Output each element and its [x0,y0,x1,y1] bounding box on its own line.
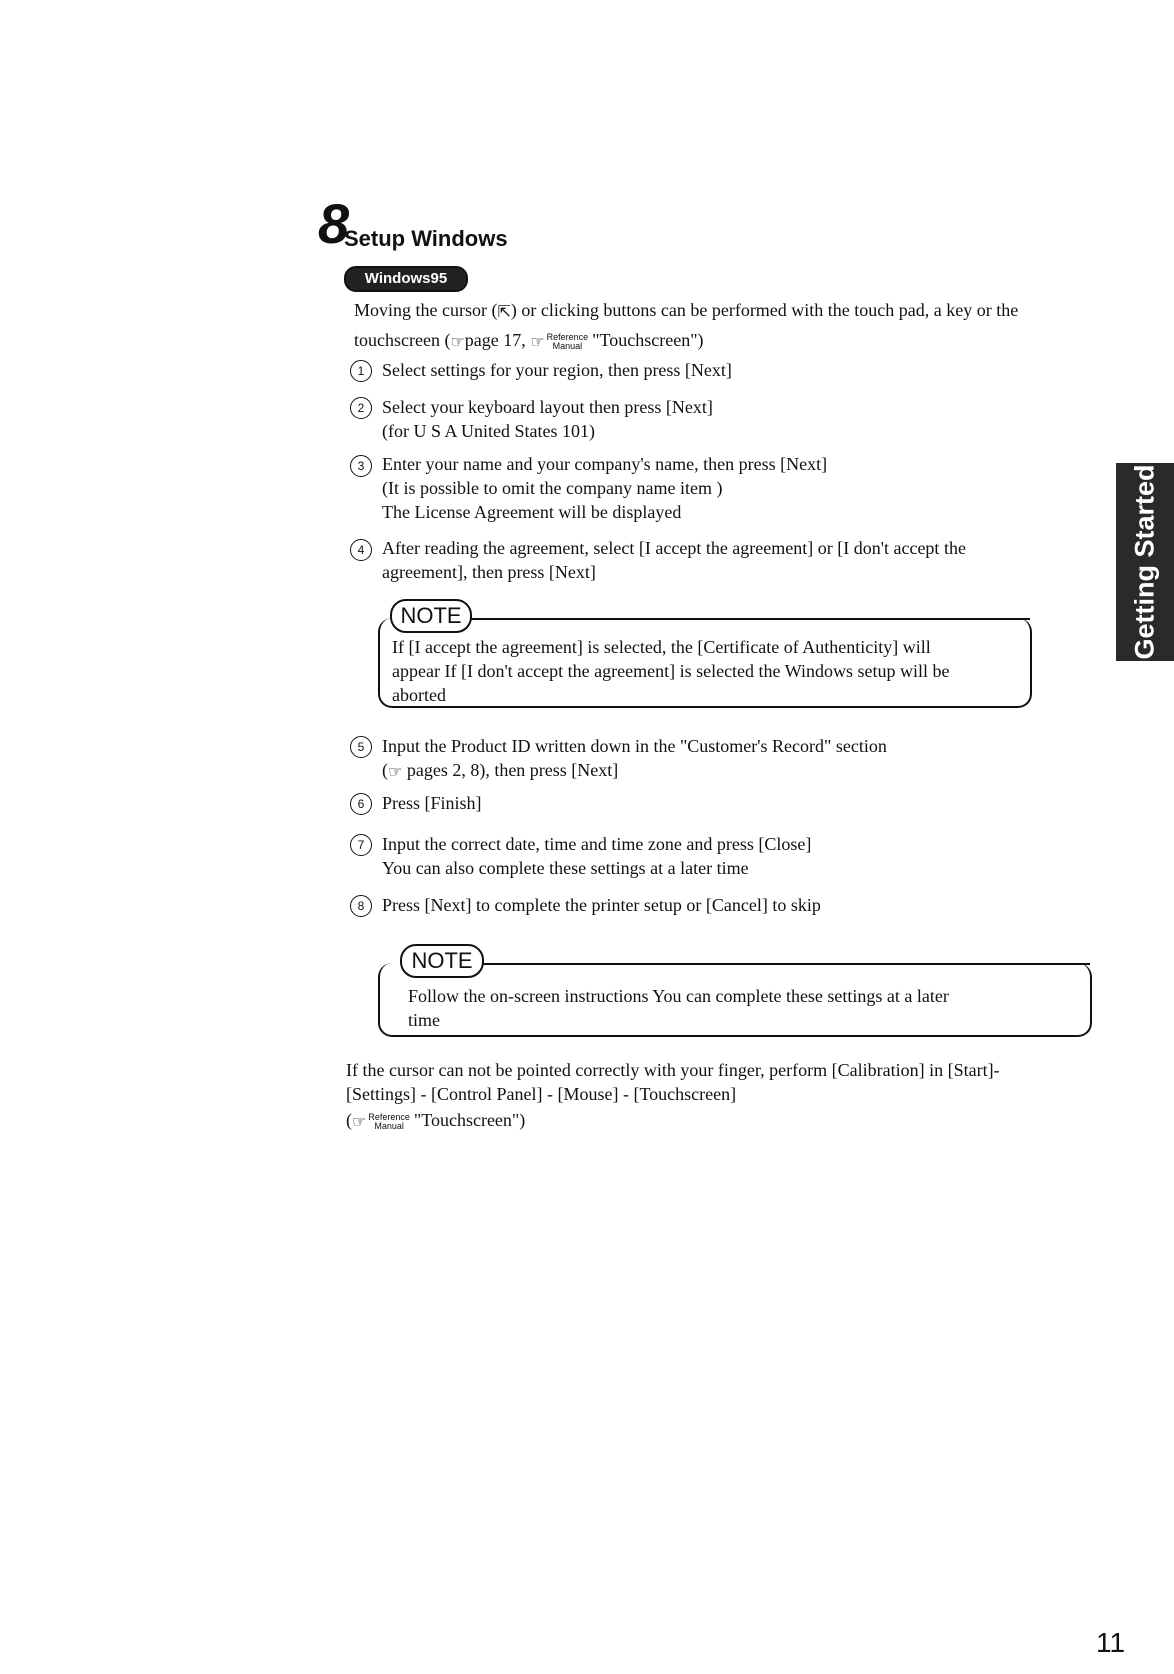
pointing-hand-icon: ☞ [352,1111,367,1131]
step-8-number: 8 [350,895,372,917]
step-4-number: 4 [350,539,372,561]
step-3-number: 3 [350,455,372,477]
step-3-line-2: (It is possible to omit the company name item ) [382,478,723,498]
step-1-number: 1 [350,360,372,382]
intro-text-b: ) or clicking buttons can be performed with the touch pad, a key or the [510,300,1019,320]
pointer-cursor-icon: ⇱ [497,301,511,321]
step-2-line-2: (for U S A United States 101) [382,421,595,441]
reference-manual-mark: Reference Manual [546,331,589,351]
step-3-line-1: Enter your name and your company's name, then press [Next] [382,454,828,474]
step-5-line-1: Input the Product ID written down in the "Customer's Record" section [382,736,887,756]
footer-line-2: [Settings] - [Control Panel] - [Mouse] - [Touchscreen] [346,1084,737,1104]
intro-text-d: "Touchscreen") [592,330,704,350]
section-title: Setup Windows [344,226,508,251]
note-1-line-2: appear If [I don't accept the agreement] is selected the Windows setup will be [392,661,950,681]
step-2-line-1: Select your keyboard layout then press [Next] [382,397,713,417]
step-number: 8 [318,192,348,255]
note-1-line-1: If [I accept the agreement] is selected, the [Certificate of Authenticity] will [392,637,931,657]
reference-manual-mark: Reference Manual [368,1111,410,1131]
note-2-badge: NOTE [400,944,484,978]
intro-line-2 [354,328,704,354]
step-8-line-1: Press [Next] to complete the printer setup or [Cancel] to skip [382,895,821,915]
step-5-paren: ( [382,760,388,780]
footer-line-1: If the cursor can not be pointed correctly with your finger, perform [Calibration] in [Start]- [346,1060,1000,1080]
chapter-side-tab [1116,463,1174,661]
footer-line-3 [346,1108,525,1134]
page-number: 11 [1096,1627,1126,1658]
intro-page-ref: page 17, [464,330,526,350]
step-1-line-1: Select settings for your region, then press [Next] [382,360,732,380]
pointing-hand-icon: ☞ [530,331,545,351]
step-7-number: 7 [350,834,372,856]
note-2-line-2: time [408,1010,440,1030]
step-3-line-3: The License Agreement will be displayed [382,502,682,522]
step-6-number: 6 [350,793,372,815]
step-5-number: 5 [350,736,372,758]
step-7-line-2: You can also complete these settings at a later time [382,858,749,878]
step-5-text: pages 2, 8), then press [Next] [406,760,619,780]
intro-line-1 [354,298,1018,324]
step-5-line-2 [382,758,618,784]
intro-text-c: touchscreen ( [354,330,451,350]
step-7-line-1: Input the correct date, time and time zone and press [Close] [382,834,812,854]
step-6-line-1: Press [Finish] [382,793,482,813]
intro-text-a: Moving the cursor ( [354,300,498,320]
chapter-side-tab-label: Getting Started [1129,464,1160,660]
step-4-line-1: After reading the agreement, select [I accept the agreement] or [I don't accept the [382,538,966,558]
footer-paren: ( [346,1110,352,1130]
note-1-badge: NOTE [390,599,472,633]
windows95-badge: Windows95 [344,266,468,292]
pointing-hand-icon: ☞ [450,331,465,351]
pointing-hand-icon: ☞ [388,761,403,781]
step-2-number: 2 [350,397,372,419]
note-1-line-3: aborted [392,685,446,705]
step-4-line-2: agreement], then press [Next] [382,562,596,582]
footer-text: "Touchscreen") [413,1110,526,1130]
note-2-line-1: Follow the on-screen instructions You can complete these settings at a later [408,986,949,1006]
